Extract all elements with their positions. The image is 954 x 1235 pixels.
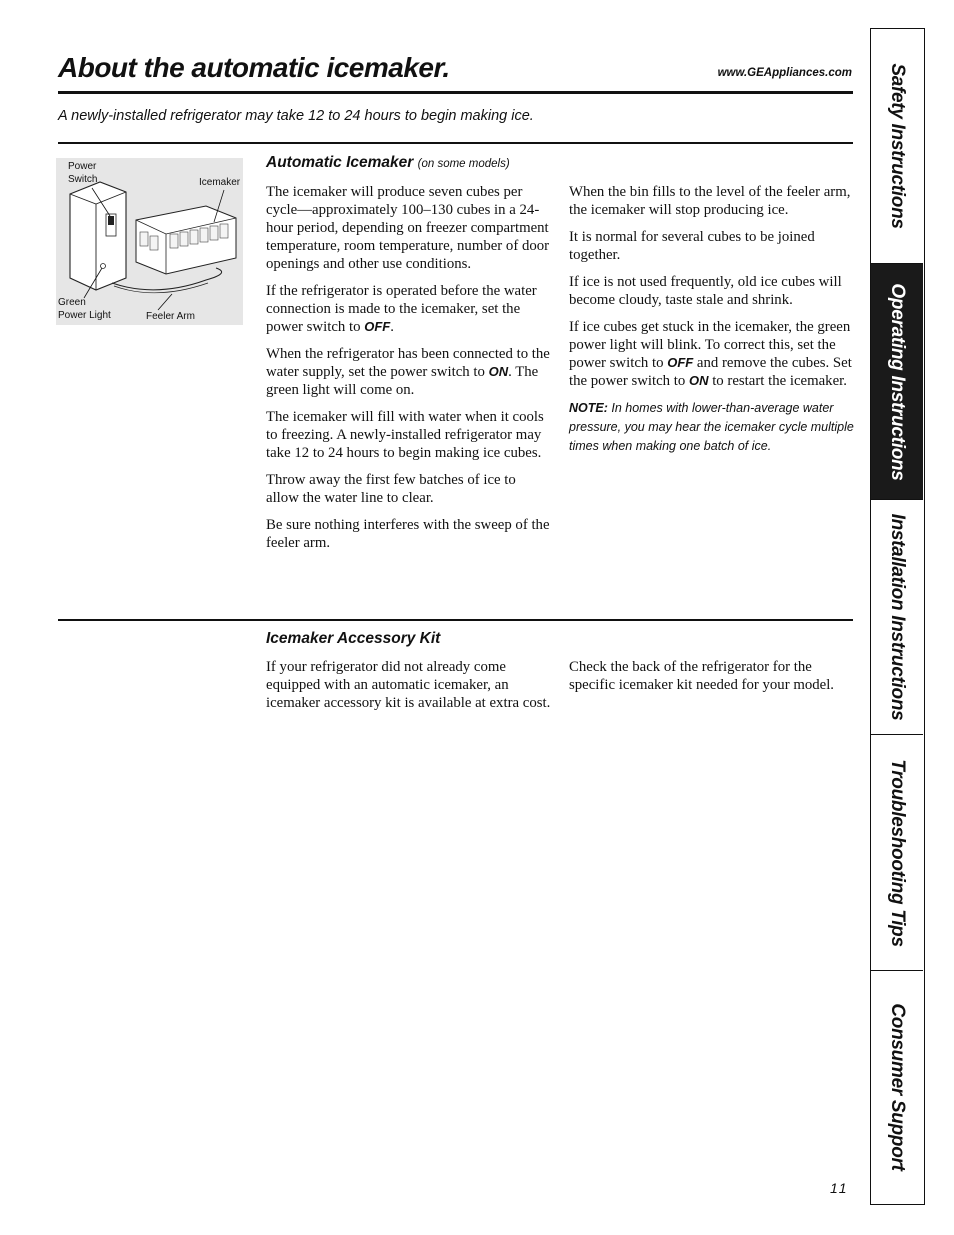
note-paragraph: NOTE: In homes with lower-than-average water pressure, you may hear the icemaker cycle multiple times when making one batch of ice. [569,401,854,453]
website-url[interactable]: www.GEAppliances.com [717,67,852,79]
section-heading-accessory-kit: Icemaker Accessory Kit [266,630,441,647]
tab-consumer-support[interactable]: Consumer Support [887,1003,908,1171]
page-number: 11 [830,1180,849,1196]
page-title: About the automatic icemaker. [58,52,450,83]
paragraph: It is normal for several cubes to be joined together. [569,229,815,263]
section2-right-column [569,658,854,703]
intro-text: A newly-installed refrigerator may take 12 to 24 hours to begin making ice. [58,108,534,124]
tab-troubleshooting-tips[interactable]: Troubleshooting Tips [871,735,923,971]
tab-installation-instructions[interactable]: Installation Instructions [871,500,923,735]
paragraph: When the bin fills to the level of the feeler arm, the icemaker will stop producing ice. [569,184,851,218]
power-switch-label: Power Switch [68,161,98,185]
paragraph: If ice is not used frequently, old ice cubes will become cloudy, taste stale and shrink. [569,274,842,308]
tab-operating-instructions[interactable]: Operating Instructions [871,264,923,500]
icemaker-figure [56,158,243,325]
section-heading-automatic-icemaker: Automatic Icemaker (on some models) [266,154,510,171]
paragraph: The icemaker will produce seven cubes per cycle—approximately 100–130 cubes in a 24-hour period, depending on freezer compartment temperature, room temperature, number of door openings and other use conditions. [266,184,550,272]
paragraph: Check the back of the refrigerator for the specific icemaker kit needed for your model. [569,659,835,693]
section1-left-column [266,183,551,561]
section-rule-2 [58,619,853,621]
tab-safety-instructions[interactable]: Safety Instructions [871,29,923,264]
paragraph: When the refrigerator has been connected to the water supply, set the power switch to ON. The green light will come on. [266,346,550,398]
feeler-arm-label: Feeler Arm [146,311,195,322]
paragraph: If ice cubes get stuck in the icemaker, the green power light will blink. To correct this, set the power switch to OFF and remove the cubes. Set the power switch to ON to restart the icemaker. [569,319,852,389]
paragraph: Be sure nothing interferes with the sweep of the feeler arm. [266,517,550,551]
paragraph: If the refrigerator is operated before the water connection is made to the icemaker, set the power switch to OFF. [266,283,537,335]
paragraph: The icemaker will fill with water when it cools to freezing. A newly-installed refrigerator may take 12 to 24 hours to begin making ice cubes. [266,409,544,461]
paragraph: Throw away the first few batches of ice to allow the water line to clear. [266,472,516,506]
section-rule-1 [58,142,853,144]
section1-right-column [569,183,854,465]
green-power-light-label: Green Power Light [58,297,111,321]
section2-left-column [266,658,551,721]
icemaker-label: Icemaker [199,177,241,188]
header-rule [58,91,853,94]
paragraph: If your refrigerator did not already come equipped with an automatic icemaker, an icemaker accessory kit is available at extra cost. [266,659,551,711]
section-tabs-sidebar [870,28,925,1205]
